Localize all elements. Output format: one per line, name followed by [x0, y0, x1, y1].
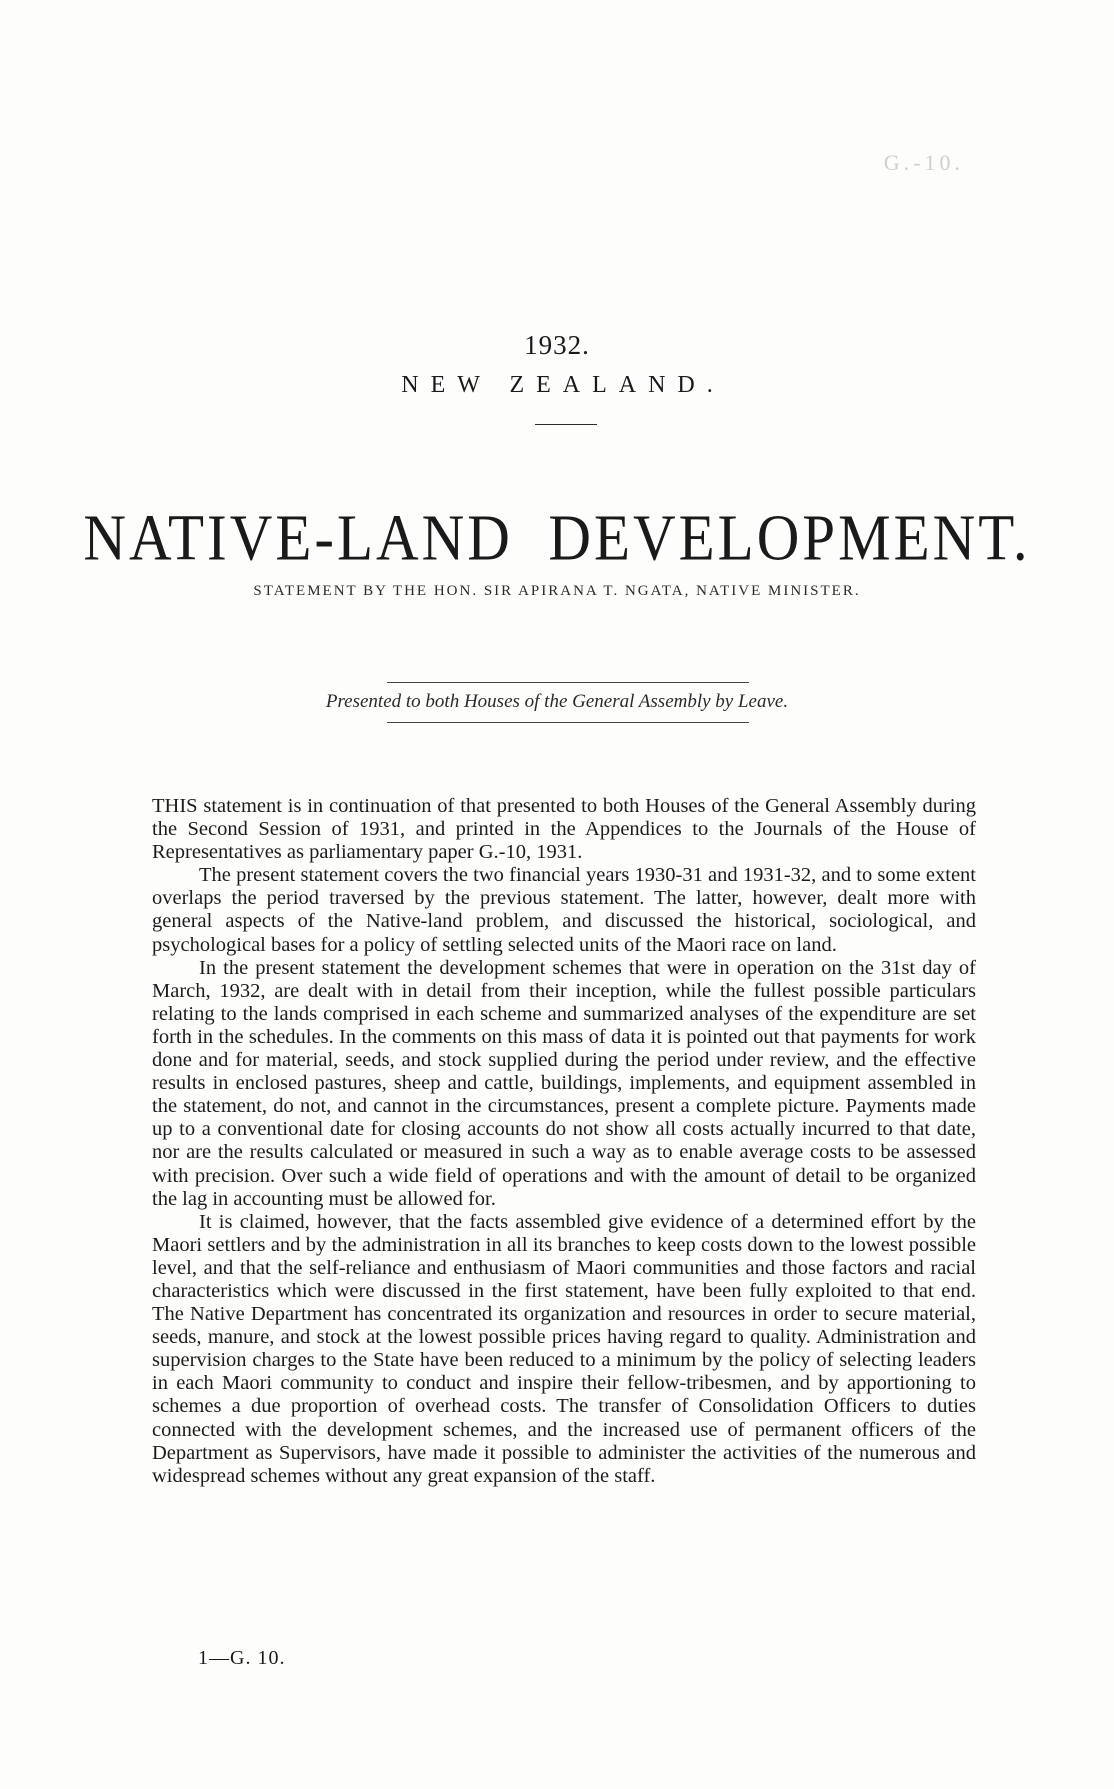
title-divider-short	[535, 424, 597, 425]
page-title: NATIVE-LAND DEVELOPMENT.	[83, 499, 1031, 574]
corner-stamp: G.-10.	[883, 150, 964, 175]
body-text	[152, 795, 976, 1488]
document-country: NEW ZEALAND.	[401, 372, 725, 398]
page-reference: 1—G. 10.	[198, 1647, 286, 1669]
presented-divider-bottom	[387, 722, 749, 723]
paragraph: In the present statement the development schemes that were in operation on the 31st day of March, 1932, are dealt with in detail from their inception, while the fullest possible particulars relating to the lands comprised in each scheme and summarized analyses of the expenditure are set forth in the schedules. In the comments on this mass of data it is pointed out that payments for work done and for material, seeds, and stock supplied during the period under review, and the effective results in enclosed pastures, sheep and cattle, buildings, implements, and equipment assembled in the statement, do not, and cannot in the circumstances, present a complete picture. Payments made up to a conventional date for closing accounts do not show all costs actually incurred to that date, nor are the results calculated or measured in such a way as to enable average costs to be assessed with precision. Over such a wide field of operations and with the amount of detail to be organized the lag in accounting must be allowed for.	[152, 956, 976, 1210]
paragraph: The present statement covers the two financial years 1930-31 and 1931-32, and to some extent overlaps the period traversed by the previous statement. The latter, however, dealt more with general aspects of the Native-land problem, and discussed the historical, sociological, and psychological bases for a policy of settling selected units of the Maori race on land.	[152, 864, 976, 956]
document-year: 1932.	[524, 330, 590, 360]
presented-note: Presented to both Houses of the General Assembly by Leave.	[325, 691, 789, 712]
presented-divider-top	[387, 682, 749, 683]
paragraph: It is claimed, however, that the facts assembled give evidence of a determined effort by the Maori settlers and by the administration in all its branches to keep costs down to the lowest possible level, and that the self-reliance and enthusiasm of Maori communities and those factors and racial characteristics which were discussed in the first statement, have been fully exploited to that end. The Native Department has concentrated its organization and resources in order to secure material, seeds, manure, and stock at the lowest possible prices having regard to quality. Administration and supervision charges to the State have been reduced to a minimum by the policy of selecting leaders in each Maori community to conduct and inspire their fellow-tribesmen, and by apportioning to schemes a due proportion of overhead costs. The transfer of Consolidation Officers to duties connected with the development schemes, and the increased use of permanent officers of the Department as Supervisors, have made it possible to administer the activities of the numerous and widespread schemes without any great expansion of the staff.	[152, 1210, 976, 1487]
paragraph: THIS statement is in continuation of that presented to both Houses of the General Assembly during the Second Session of 1931, and printed in the Appendices to the Journals of the House of Representatives as parliamentary paper G.-10, 1931.	[152, 795, 976, 864]
page-subtitle: STATEMENT BY THE HON. SIR APIRANA T. NGATA, NATIVE MINISTER.	[253, 583, 861, 599]
